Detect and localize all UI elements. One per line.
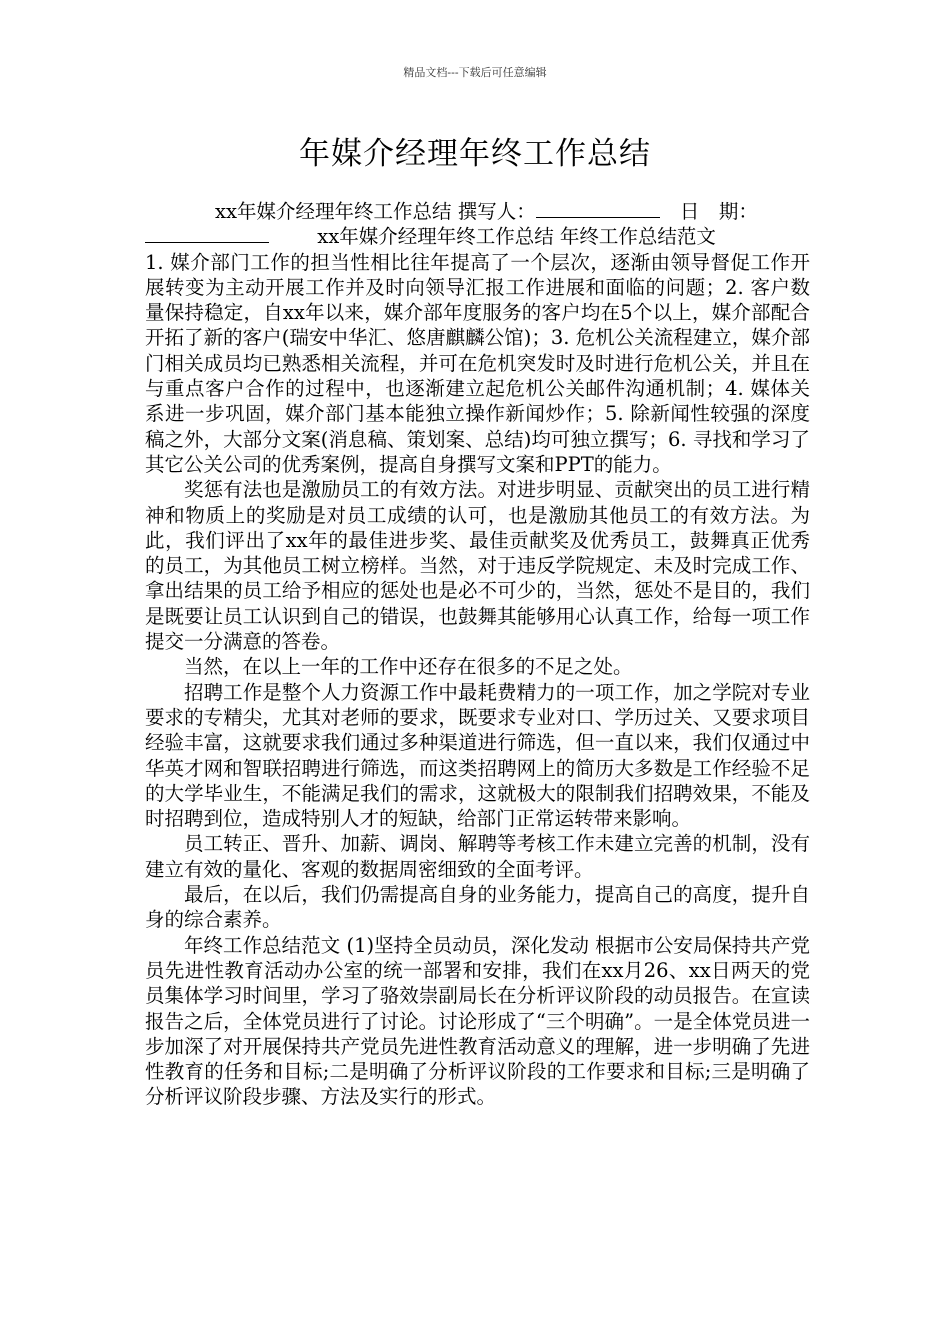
meta-title-ref: xx年媒介经理年终工作总结 [215,200,452,223]
meta-line-2 [145,224,810,249]
paragraph-2: 奖惩有法也是激励员工的有效方法。对进步明显、贡献突出的员工进行精神和物质上的奖励是对员工成绩的认可，也是激励其他员工的有效方法。为此，我们评出了xx年的最佳进步奖、最佳贡献奖及优秀员工，鼓舞真正优秀的员工，为其他员工树立榜样。当然，对于违反学院规定、未及时完成工作、拿出结果的员工给予相应的惩处也是必不可少的，当然，惩处不是目的，我们是既要让员工认识到自己的错误，也鼓舞其能够用心认真工作，给每一项工作提交一分满意的答卷。 [145,478,810,654]
author-label: 撰写人： [457,200,536,223]
meta-title-ref-2: xx年媒介经理年终工作总结 [317,225,554,249]
sample-label: 年终工作总结范文 [559,225,716,249]
document-body [145,199,810,1110]
paragraph-7: 年终工作总结范文 (1)坚持全员动员，深化发动 根据市公安局保持共产党员先进性教育活动办公室的统一部署和安排，我们在xx月26、xx日两天的党员集体学习时间里，学习了骆效崇副局长在分析评议阶段的动员报告。在宣读报告之后，全体党员进行了讨论。讨论形成了“三个明确”。一是全体党员进一步加深了对开展保持共产党员先进性教育活动意义的理解，进一步明确了先进性教育的任务和目标;二是明确了分析评议阶段的工作要求和目标;三是明确了分析评议阶段步骤、方法及实行的形式。 [145,933,810,1109]
paragraph-1: 1. 媒介部门工作的担当性相比往年提高了一个层次，逐渐由领导督促工作开展转变为主动开展工作并及时向领导汇报工作进展和面临的问题；2. 客户数量保持稳定，自xx年以来，媒介部年度服务的客户均在5个以上，媒介部配合开拓了新的客户(瑞安中华汇、悠唐麒麟公馆)；3. 危机公关流程建立，媒介部门相关成员均已熟悉相关流程，并可在危机突发时及时进行危机公关，并且在与重点客户合作的过程中，也逐渐建立起危机公关邮件沟通机制；4. 媒体关系进一步巩固，媒介部门基本能独立操作新闻炒作；5. 除新闻性较强的深度稿之外，大部分文案(消息稿、策划案、总结)均可独立撰写；6. 寻找和学习了其它公关公司的优秀案例，提高自身撰写文案和PPT的能力。 [145,250,810,476]
paragraph-6: 最后，在以后，我们仍需提高自身的业务能力，提高自己的高度，提升自身的综合素养。 [145,883,810,932]
meta-line [145,199,810,224]
header-note: 精品文档---下载后可任意编辑 [403,66,547,79]
author-blank [536,199,660,218]
date-blank [145,224,269,243]
paragraph-5: 员工转正、晋升、加薪、调岗、解聘等考核工作未建立完善的机制，没有建立有效的量化、客观的数据周密细致的全面考评。 [145,832,810,881]
paragraph-4: 招聘工作是整个人力资源工作中最耗费精力的一项工作，加之学院对专业要求的专精尖，尤其对老师的要求，既要求专业对口、学历过关、又要求项目经验丰富，这就要求我们通过多种渠道进行筛选，但一直以来，我们仅通过中华英才网和智联招聘进行筛选，而这类招聘网上的简历大多数是工作经验不足的大学毕业生，不能满足我们的需求，这就极大的限制我们招聘效果，不能及时招聘到位，造成特别人才的短缺，给部门正常运转带来影响。 [145,680,810,831]
date-label: 日 期： [679,200,758,223]
document-title: 年媒介经理年终工作总结 [299,136,651,172]
paragraph-3: 当然，在以上一年的工作中还存在很多的不足之处。 [184,655,633,679]
